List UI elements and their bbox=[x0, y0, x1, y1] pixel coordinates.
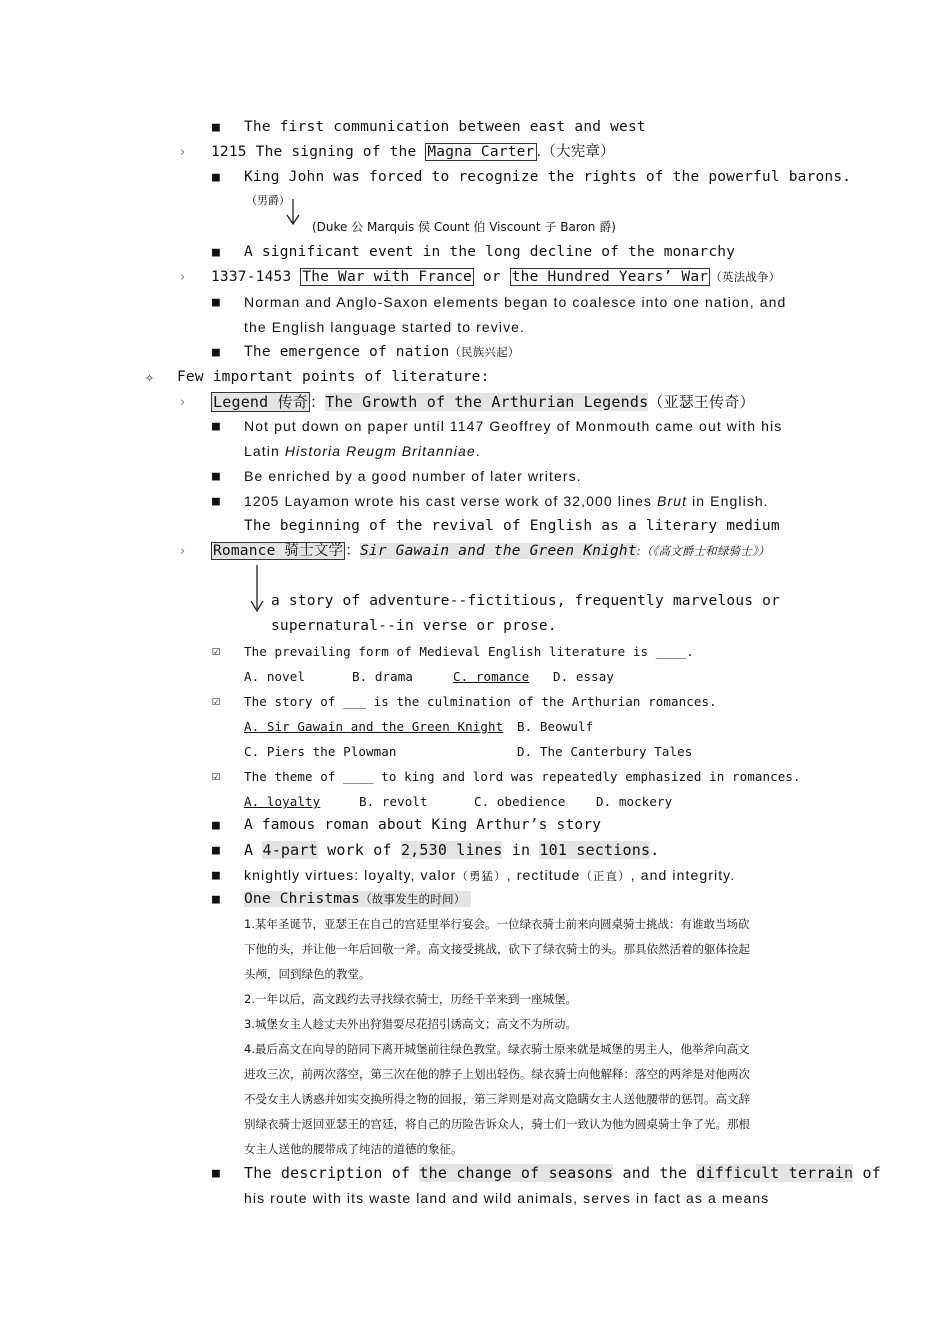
bullet-text: The first communication between east and west bbox=[244, 119, 646, 135]
bullet-text bbox=[244, 838, 659, 863]
highlight-term: difficult terrain bbox=[696, 1164, 854, 1182]
text: in English. bbox=[687, 493, 769, 509]
bullet-text-cont: The beginning of the revival of English as a literary medium bbox=[244, 518, 780, 534]
boxed-term: the Hundred Years’ War bbox=[511, 269, 709, 285]
arrow-bullet-icon: › bbox=[180, 270, 186, 285]
bullet-text: Be enriched by a good number of later writers. bbox=[244, 468, 582, 484]
heading-romance bbox=[211, 539, 770, 564]
plot-summary-line: 2.一年以后，高文践约去寻找绿衣骑士，历经千辛来到一座城堡。 bbox=[244, 992, 577, 1006]
text: 1205 Layamon wrote his cast verse work of 32,000 lines bbox=[244, 493, 658, 509]
text: . bbox=[650, 841, 660, 859]
text: .（大宪章） bbox=[536, 144, 615, 160]
bullet-text bbox=[244, 863, 735, 888]
square-bullet-icon: ■ bbox=[212, 818, 220, 833]
text: 1337-1453 bbox=[211, 269, 301, 285]
plot-summary-line: 头颅，回到绿色的教堂。 bbox=[244, 967, 371, 981]
heading-magna-carta bbox=[211, 140, 615, 165]
annotation-baron: （男爵） bbox=[246, 194, 290, 207]
checkbox-checked-icon: ☑ bbox=[212, 768, 221, 784]
plot-summary-line: 下他的头，并让他一年后回敬一斧。高文接受挑战，砍下了绿衣骑士的头。那具依然活着的躯体捡起 bbox=[244, 942, 750, 956]
bullet-text bbox=[244, 887, 471, 912]
question-text: The theme of ____ to king and lord was repeatedly emphasized in romances. bbox=[244, 769, 801, 784]
boxed-term: Romance 骑士文学 bbox=[213, 543, 344, 559]
option: D. essay bbox=[553, 669, 615, 684]
bullet-text: Not put down on paper until 1147 Geoffrey of Monmouth came out with his bbox=[244, 418, 783, 434]
bullet-text bbox=[244, 340, 520, 365]
boxed-term: Magna Carter bbox=[427, 144, 535, 160]
arrow-bullet-icon: › bbox=[180, 145, 186, 160]
plot-summary-line: 不受女主人诱惑并如实交换所得之物的回报，第三斧则是对高文隐瞒女主人送他腰带的惩罚。高文辞 bbox=[244, 1092, 750, 1106]
option: A. novel bbox=[244, 669, 306, 684]
text: Latin bbox=[244, 443, 285, 459]
plot-summary-line: 4.最后高文在向导的陪同下离开城堡前往绿色教堂。绿衣骑士原来就是城堡的男主人，他举斧向高文 bbox=[244, 1042, 750, 1056]
option: D. The Canterbury Tales bbox=[517, 744, 693, 759]
square-bullet-icon: ■ bbox=[212, 868, 220, 883]
square-bullet-icon: ■ bbox=[212, 245, 220, 260]
text: or bbox=[473, 269, 510, 285]
plot-summary-line: 女主人送他的腰带成了纯洁的道德的象征。 bbox=[244, 1142, 463, 1156]
definition-text-cont: supernatural--in verse or prose. bbox=[271, 618, 557, 634]
text: （故事发生的时间） bbox=[360, 892, 466, 906]
text: Historia Reugm Britanniae bbox=[284, 443, 476, 459]
square-bullet-icon: ■ bbox=[212, 170, 220, 185]
square-bullet-icon: ■ bbox=[212, 892, 220, 907]
text: （英法战争） bbox=[710, 270, 781, 284]
text: . bbox=[475, 443, 481, 459]
plot-summary-line: 3.城堡女主人趁丈夫外出狩猎耍尽花招引诱高文；高文不为所动。 bbox=[244, 1017, 577, 1031]
square-bullet-icon: ■ bbox=[212, 419, 220, 434]
text: Brut bbox=[657, 493, 688, 509]
text: One Christmas bbox=[244, 891, 361, 907]
bullet-text-cont: his route with its waste land and wild animals, serves in fact as a means bbox=[244, 1190, 770, 1206]
square-bullet-icon: ■ bbox=[212, 345, 220, 360]
option: C. Piers the Plowman bbox=[244, 744, 397, 759]
text: （亚瑟王传奇） bbox=[648, 393, 755, 411]
square-bullet-icon: ■ bbox=[212, 1166, 220, 1181]
highlight-term: the change of seasons bbox=[419, 1164, 614, 1182]
question-text: The story of ___ is the culmination of the Arthurian romances. bbox=[244, 694, 717, 709]
highlight-term: 101 sections bbox=[539, 841, 651, 859]
highlight-term: 2,530 lines bbox=[400, 841, 503, 859]
text: ： bbox=[310, 393, 326, 411]
down-arrow-icon bbox=[283, 197, 303, 229]
square-bullet-icon: ■ bbox=[212, 295, 220, 310]
diamond-bullet-icon: ✧ bbox=[145, 368, 155, 386]
checkbox-checked-icon: ☑ bbox=[212, 693, 221, 709]
bullet-text: Norman and Anglo-Saxon elements began to coalesce into one nation, and bbox=[244, 294, 787, 310]
square-bullet-icon: ■ bbox=[212, 120, 220, 135]
text: The description of bbox=[244, 1164, 420, 1182]
heading-hundred-years-war bbox=[211, 265, 780, 290]
text: 1215 The signing of the bbox=[211, 144, 426, 160]
arrow-bullet-icon: › bbox=[180, 395, 186, 410]
boxed-term: Legend 传奇 bbox=[213, 393, 309, 411]
text: , rectitude bbox=[506, 867, 581, 883]
text: （正直） bbox=[580, 869, 631, 883]
highlight-term bbox=[244, 891, 471, 907]
option-answer: A. Sir Gawain and the Green Knight bbox=[244, 719, 504, 734]
definition-text: a story of adventure--fictitious, frequently marvelous or bbox=[271, 593, 780, 609]
text: The emergence of nation bbox=[244, 344, 450, 360]
text: and the bbox=[613, 1164, 697, 1182]
bullet-text bbox=[244, 1161, 881, 1186]
text: （勇猛） bbox=[456, 869, 507, 883]
text: ： bbox=[345, 543, 360, 559]
option: B. revolt bbox=[359, 794, 428, 809]
bullet-text: A famous roman about King Arthur’s story bbox=[244, 817, 602, 833]
text: :（《高文爵士和绿骑士》） bbox=[636, 544, 770, 558]
text: in bbox=[502, 841, 540, 859]
down-arrow-icon bbox=[248, 563, 268, 615]
highlight-term: 4-part bbox=[262, 841, 318, 859]
text: A bbox=[244, 841, 263, 859]
nobility-ranks: (Duke 公 Marquis 侯 Count 伯 Viscount 子 Baron 爵) bbox=[312, 220, 616, 234]
square-bullet-icon: ■ bbox=[212, 469, 220, 484]
plot-summary-line: 1.某年圣诞节，亚瑟王在自己的宫廷里举行宴会。一位绿衣骑士前来向圆桌骑士挑战：有谁敢当场砍 bbox=[244, 917, 750, 931]
plot-summary-line: 别绿衣骑士返回亚瑟王的宫廷，将自己的历险告诉众人，骑士们一致认为他为圆桌骑士争了光。那根 bbox=[244, 1117, 750, 1131]
option-answer: A. loyalty bbox=[244, 794, 321, 809]
text: of bbox=[853, 1164, 881, 1182]
section-heading: Few important points of literature: bbox=[177, 369, 490, 385]
square-bullet-icon: ■ bbox=[212, 843, 220, 858]
heading-legend bbox=[211, 390, 755, 415]
option: B. Beowulf bbox=[517, 719, 594, 734]
option-answer: C. romance bbox=[453, 669, 530, 684]
bullet-text-cont: the English language started to revive. bbox=[244, 319, 526, 335]
text: , and integrity. bbox=[630, 867, 736, 883]
option: B. drama bbox=[352, 669, 414, 684]
bullet-text: King John was forced to recognize the rights of the powerful barons. bbox=[244, 169, 852, 185]
bullet-text-cont bbox=[244, 439, 481, 464]
arrow-bullet-icon: › bbox=[180, 544, 186, 559]
option: D. mockery bbox=[596, 794, 673, 809]
plot-summary-line: 进攻三次，前两次落空，第三次在他的脖子上划出轻伤。绿衣骑士向他解释：落空的两斧是对他两次 bbox=[244, 1067, 750, 1081]
text: （民族兴起） bbox=[449, 345, 520, 359]
option: C. obedience bbox=[474, 794, 566, 809]
highlight-title: Sir Gawain and the Green Knight bbox=[359, 543, 637, 559]
text: knightly virtues: loyalty, valor bbox=[244, 867, 457, 883]
bullet-text: A significant event in the long decline of the monarchy bbox=[244, 244, 736, 260]
text: work of bbox=[317, 841, 401, 859]
square-bullet-icon: ■ bbox=[212, 494, 220, 509]
highlight-term: The Growth of the Arthurian Legends bbox=[325, 393, 649, 411]
question-text: The prevailing form of Medieval English literature is ____. bbox=[244, 644, 694, 659]
checkbox-checked-icon: ☑ bbox=[212, 643, 221, 659]
boxed-term: The War with France bbox=[302, 269, 472, 285]
bullet-text bbox=[244, 489, 769, 514]
